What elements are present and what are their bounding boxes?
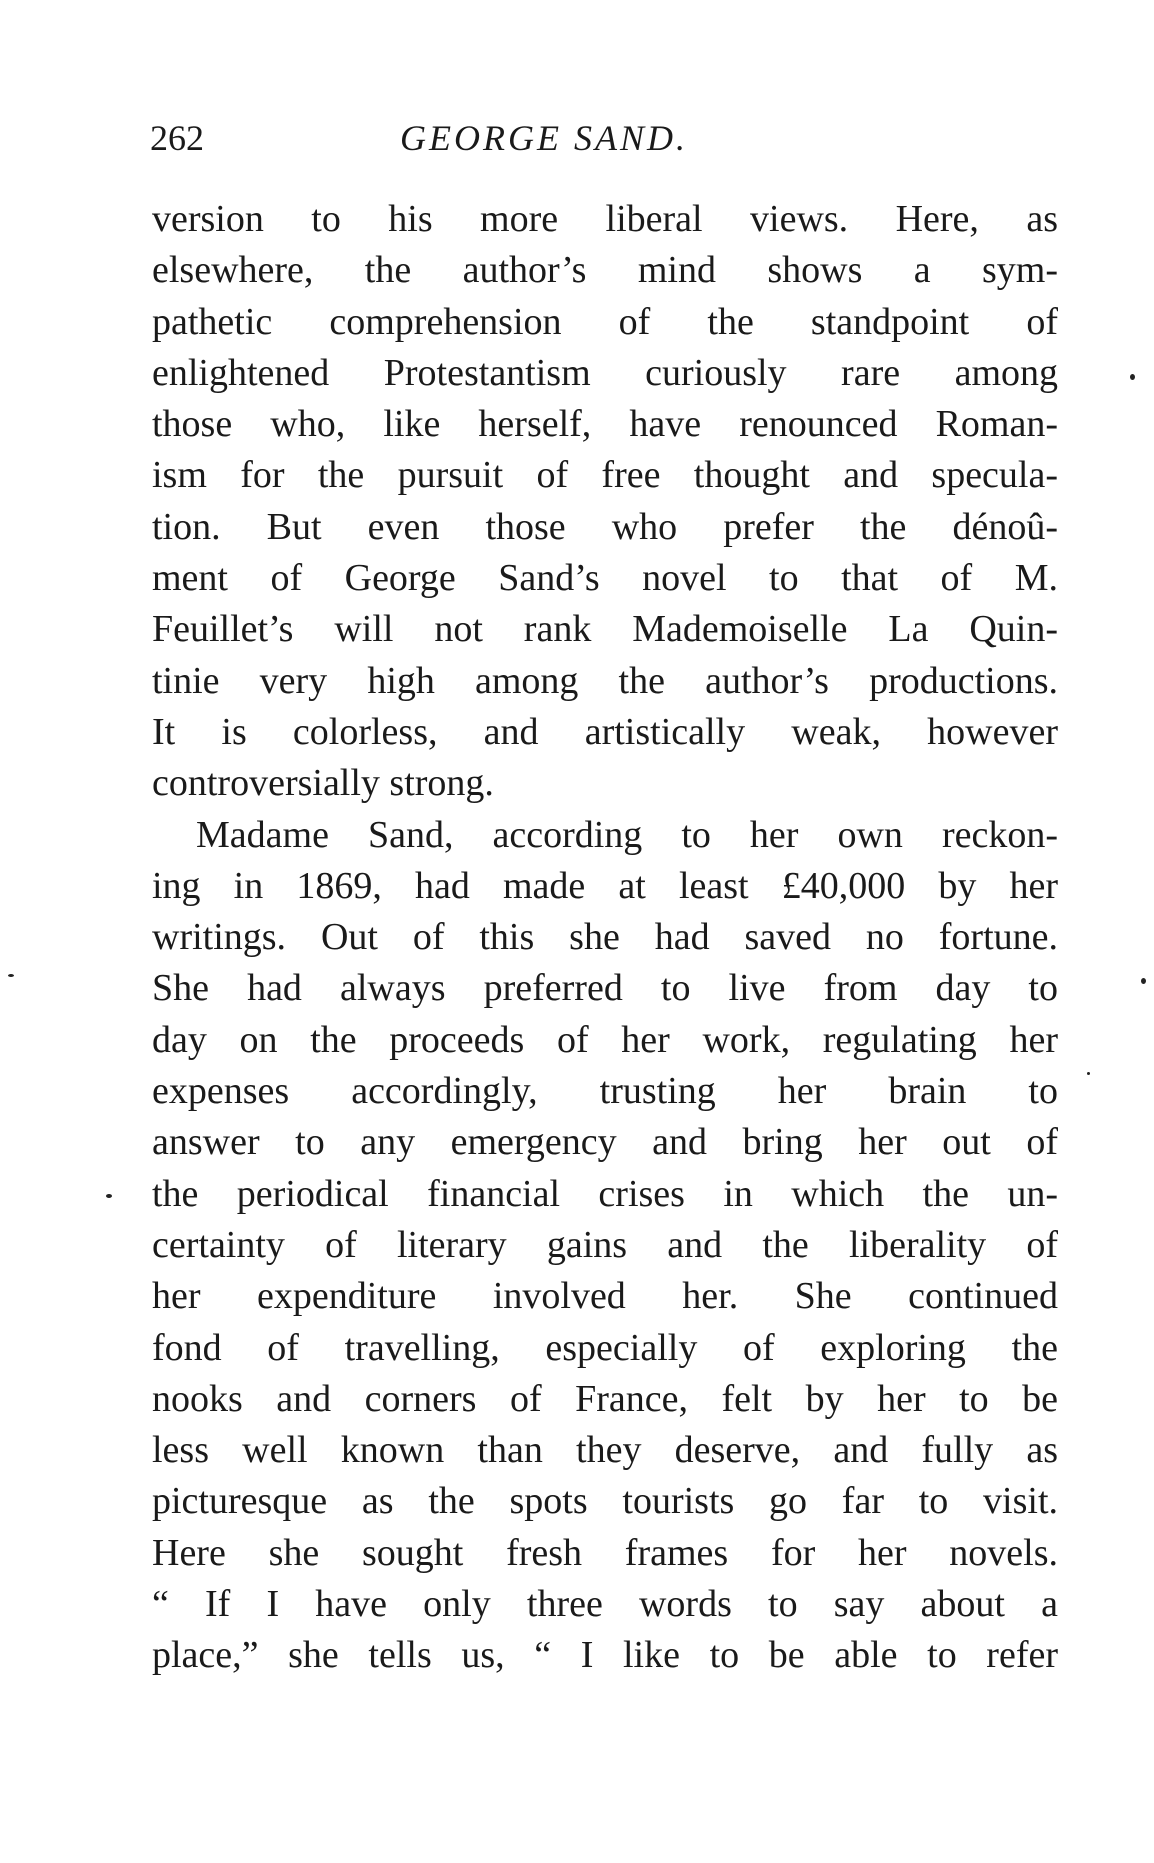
text-line: picturesque as the spots tourists go far to visit. [152, 1480, 1058, 1523]
text-line: answer to any emergency and bring her out of [152, 1121, 1058, 1164]
text-line: “ If I have only three words to say about a [152, 1583, 1058, 1626]
text-line: tinie very high among the author’s productions. [152, 659, 1058, 702]
ink-speck [1130, 374, 1135, 380]
paragraph [152, 810, 1058, 1682]
text-line: her expenditure involved her. She continued [152, 1275, 1058, 1318]
ink-speck [1087, 1072, 1090, 1075]
body-text [152, 194, 1058, 1682]
text-line: Madame Sand, according to her own reckon- [196, 813, 1058, 856]
text-line: She had always preferred to live from day to [152, 967, 1058, 1010]
text-line: tion. But even those who prefer the dénoû- [152, 505, 1058, 548]
text-line: the periodical financial crises in which the un- [152, 1172, 1058, 1215]
text-line: less well known than they deserve, and fully as [152, 1429, 1058, 1472]
text-line: certainty of literary gains and the liberality of [152, 1223, 1058, 1266]
text-line: ism for the pursuit of free thought and specula- [152, 454, 1058, 497]
text-line: place,” she tells us, “ I like to be able to refer [152, 1634, 1058, 1677]
text-line: ment of George Sand’s novel to that of M. [152, 557, 1058, 600]
text-line: those who, like herself, have renounced Roman- [152, 403, 1058, 446]
ink-speck [1141, 978, 1146, 984]
running-title: GEORGE SAND. [400, 118, 688, 158]
text-line: controversially strong. [152, 762, 494, 805]
text-line: version to his more liberal views. Here, as [152, 198, 1058, 240]
page-number: 262 [150, 118, 204, 158]
text-line: Here she sought fresh frames for her novels. [152, 1531, 1058, 1574]
text-line: nooks and corners of France, felt by her to be [152, 1377, 1058, 1420]
text-line: pathetic comprehension of the standpoint of [152, 300, 1058, 343]
text-line: enlightened Protestantism curiously rare among [152, 351, 1058, 394]
text-line: writings. Out of this she had saved no fortune. [152, 916, 1058, 959]
text-line: It is colorless, and artistically weak, however [152, 710, 1058, 753]
text-line: Feuillet’s will not rank Mademoiselle La Quin- [152, 608, 1058, 651]
text-line: expenses accordingly, trusting her brain to [152, 1070, 1058, 1113]
paragraph [152, 194, 1058, 810]
text-line: day on the proceeds of her work, regulating her [152, 1018, 1058, 1061]
text-line: ing in 1869, had made at least £40,000 by her [152, 864, 1058, 907]
running-head [150, 112, 1058, 164]
text-line: elsewhere, the author’s mind shows a sym- [152, 249, 1058, 292]
ink-speck [106, 1194, 112, 1198]
ink-speck [8, 974, 14, 977]
text-line: fond of travelling, especially of exploring the [152, 1326, 1058, 1369]
